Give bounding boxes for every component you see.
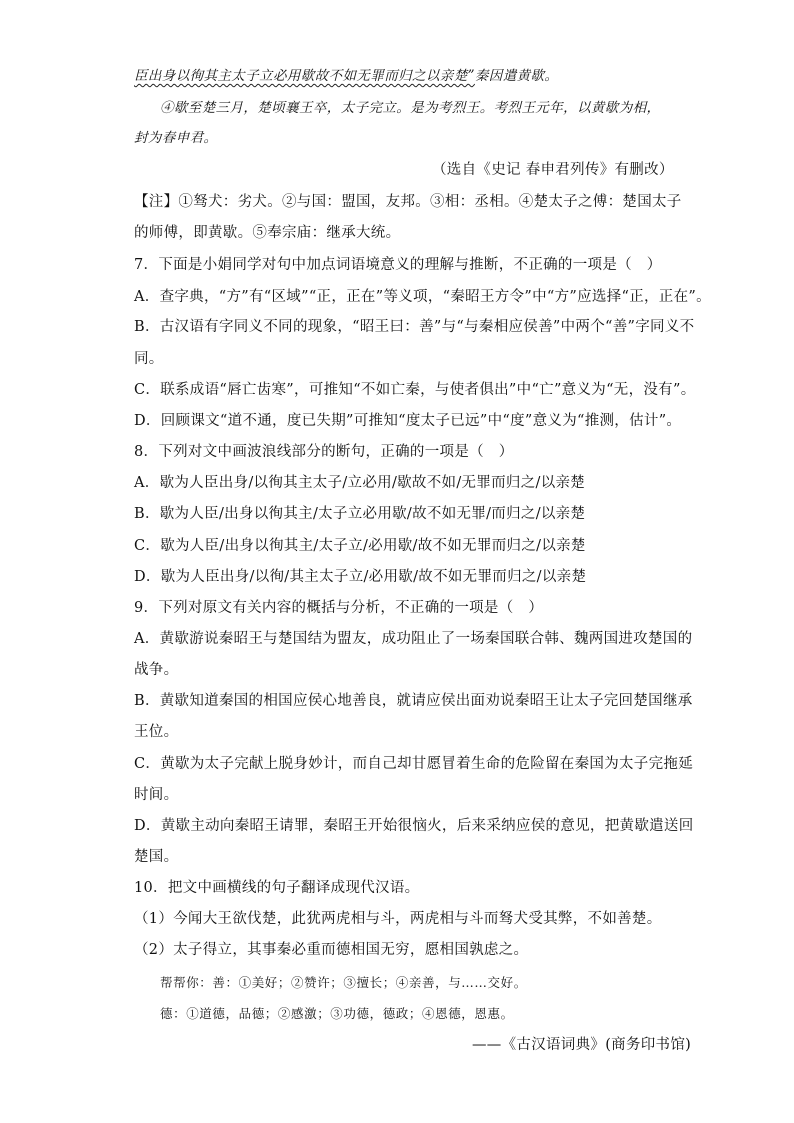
question-8-option-a: A．歇为人臣出身/以徇其主太子/立必用/歇故不如/无罪而归之/以亲楚 <box>134 475 586 491</box>
question-8-option-c: C．歇为人臣/出身以徇其主/太子立/必用歇/故不如无罪而归之/以亲楚 <box>134 538 586 554</box>
notes-line-2: 的师傅，即黄歇。⑤奉宗庙：继承大统。 <box>134 225 401 241</box>
question-9-option-d-cont: 楚国。 <box>134 849 179 865</box>
passage-line-1 <box>134 66 558 86</box>
question-9-option-b-cont: 王位。 <box>134 724 179 740</box>
question-9-option-c-cont: 时间。 <box>134 787 179 803</box>
question-8-option-b: B．歇为人臣/出身以徇其主/太子立必用歇/故不如无罪/而归之/以亲楚 <box>134 506 586 522</box>
wavy-underlined-sentence: 臣出身以徇其主太子立必用歇故不如无罪而归之以亲楚” <box>134 68 475 84</box>
question-9-option-c: C．黄歇为太子完献上脱身妙计，而自己却甘愿冒着生命的危险留在秦国为太子完拖延 <box>134 756 693 772</box>
passage-source: （选自《史记 春申君列传》有删改） <box>432 162 674 178</box>
question-7-option-b: B．古汉语有字同义不同的现象，“昭王曰：善”与“与秦相应侯善”中两个“善”字同义不 <box>134 319 695 335</box>
question-9-stem: 9．下列对原文有关内容的概括与分析，不正确的一项是（ ） <box>134 600 544 616</box>
question-7-stem: 7．下面是小娟同学对句中加点词语境意义的理解与推断，不正确的一项是（ ） <box>134 257 662 273</box>
dictionary-reference: ——《古汉语词典》(商务印书馆) <box>472 1037 692 1053</box>
question-8-stem: 8．下列对文中画波浪线部分的断句，正确的一项是（ ） <box>134 444 514 460</box>
passage-line-2: ④歇至楚三月，楚顷襄王卒，太子完立。是为考烈王。考烈王元年，以黄歇为相， <box>160 100 661 116</box>
help-box-line-2: 德：①道德，品德；②感激；③功德，德政；④恩德，恩惠。 <box>160 1006 514 1021</box>
passage-line-3: 封为春申君。 <box>134 130 218 146</box>
question-10-sentence-1: （1）今闻大王欲伐楚，此犹两虎相与斗，两虎相与斗而驽犬受其弊，不如善楚。 <box>134 911 662 927</box>
question-7-option-a: A．查字典，“方”有“区域”“正，正在”等义项，“秦昭王方令”中“方”应选择“正，正在”。 <box>134 289 711 305</box>
question-10-sentence-2: （2）太子得立，其事秦必重而德相国无穷，愿相国孰虑之。 <box>134 942 529 958</box>
question-9-option-d: D．黄歇主动向秦昭王请罪，秦昭王开始很恼火，后来采纳应侯的意见，把黄歇遣送回 <box>134 818 694 834</box>
notes-line-1: 【注】①驽犬：劣犬。②与国：盟国，友邦。③相：丞相。④楚太子之傅：楚国太子 <box>134 194 682 210</box>
question-7-option-b-cont: 同。 <box>134 351 164 367</box>
question-9-option-a: A．黄歇游说秦昭王与楚国结为盟友，成功阻止了一场秦国联合韩、魏两国进攻楚国的 <box>134 631 693 647</box>
question-9-option-a-cont: 战争。 <box>134 662 179 678</box>
question-10-stem: 10．把文中画横线的句子翻译成现代汉语。 <box>134 880 420 896</box>
passage-line-1-tail: 秦因遣黄歇。 <box>474 68 559 84</box>
question-7-option-c: C．联系成语“唇亡齿寒”，可推知“不如亡秦，与使者俱出”中“亡”意义为“无，没有”。 <box>134 382 696 398</box>
help-box-line-1: 帮帮你：善：①美好；②赞许；③擅长；④亲善，与……交好。 <box>160 975 527 990</box>
question-9-option-b: B．黄歇知道秦国的相国应侯心地善良，就请应侯出面劝说秦昭王让太子完回楚国继承 <box>134 693 693 709</box>
question-7-option-d: D．回顾课文“道不通，度已失期”可推知“度太子已远”中“度”意义为“推测，估计”。 <box>134 413 682 429</box>
question-8-option-d: D．歇为人臣出身/以徇/其主太子立/必用歇/故不如无罪而归之/以亲楚 <box>134 569 587 585</box>
